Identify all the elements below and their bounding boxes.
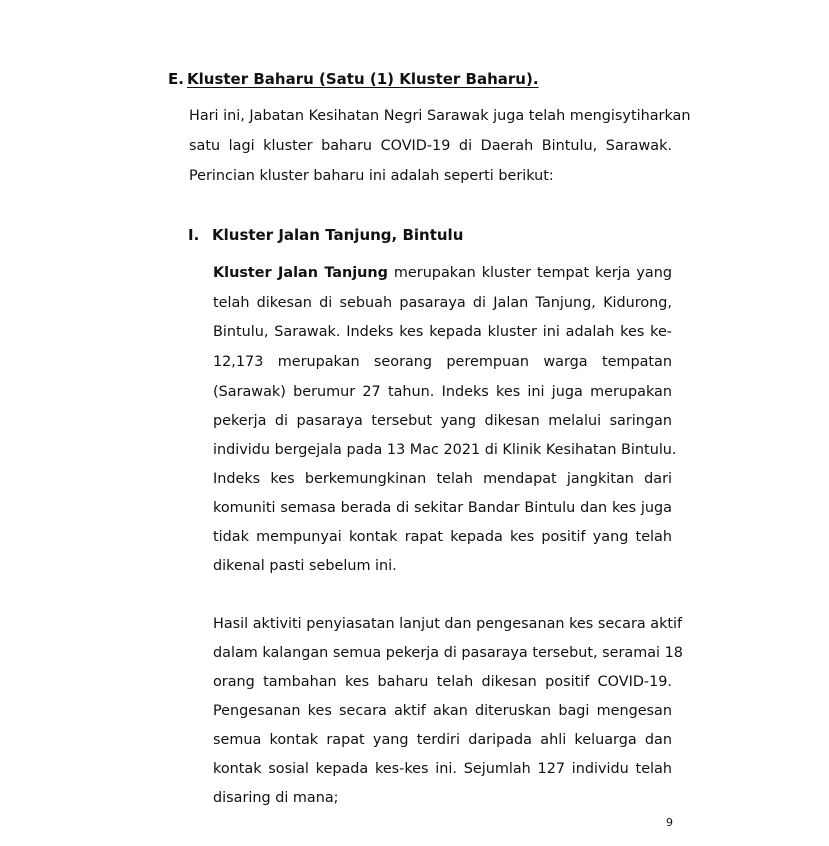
paragraph1-line: 12,173 merupakan seorang perempuan warga tempatan — [213, 354, 672, 370]
paragraph1-line: pekerja di pasaraya tersebut yang dikesan melalui saringan — [213, 413, 672, 429]
paragraph1-line: dikenal pasti sebelum ini. — [213, 558, 397, 574]
subsection-heading — [188, 226, 463, 244]
intro-line: satu lagi kluster baharu COVID-19 di Daerah Bintulu, Sarawak. — [189, 138, 672, 154]
paragraph2-line: kontak sosial kepada kes-kes ini. Sejumlah 127 individu telah — [213, 761, 672, 777]
intro-line: Perincian kluster baharu ini adalah seperti berikut: — [189, 168, 554, 184]
paragraph1-line: (Sarawak) berumur 27 tahun. Indeks kes ini juga merupakan — [213, 384, 672, 400]
first-line-rest: merupakan kluster tempat kerja yang — [387, 265, 672, 281]
paragraph2-line: semua kontak rapat yang terdiri daripada ahli keluarga dan — [213, 732, 672, 748]
subsection-numeral: I. — [188, 226, 200, 244]
paragraph1-first-line — [213, 264, 672, 282]
paragraph1-line: individu bergejala pada 13 Mac 2021 di Klinik Kesihatan Bintulu. — [213, 442, 677, 458]
paragraph1-line: tidak mempunyai kontak rapat kepada kes positif yang telah — [213, 529, 672, 545]
paragraph1-line: Bintulu, Sarawak. Indeks kes kepada kluster ini adalah kes ke- — [213, 324, 672, 340]
subsection-title: Kluster Jalan Tanjung, Bintulu — [212, 226, 464, 244]
paragraph2-line: disaring di mana; — [213, 790, 339, 806]
section-title: Kluster Baharu (Satu (1) Kluster Baharu). — [187, 70, 539, 88]
section-letter: E. — [168, 70, 184, 88]
paragraph2-line: dalam kalangan semua pekerja di pasaraya tersebut, seramai 18 — [213, 645, 683, 661]
section-heading — [168, 70, 539, 88]
paragraph2-line: Hasil aktiviti penyiasatan lanjut dan pengesanan kes secara aktif — [213, 616, 683, 632]
paragraph1-line: Indeks kes berkemungkinan telah mendapat jangkitan dari — [213, 471, 672, 487]
paragraph2-line: orang tambahan kes baharu telah dikesan positif COVID-19. — [213, 674, 672, 690]
paragraph1-line: telah dikesan di sebuah pasaraya di Jalan Tanjung, Kidurong, — [213, 295, 672, 311]
page-number: 9 — [666, 816, 673, 829]
paragraph2-line: Pengesanan kes secara aktif akan diteruskan bagi mengesan — [213, 703, 672, 719]
paragraph1-line: komuniti semasa berada di sekitar Bandar Bintulu dan kes juga — [213, 500, 672, 516]
cluster-name-bold: Kluster Jalan Tanjung — [213, 265, 388, 281]
intro-line: Hari ini, Jabatan Kesihatan Negri Sarawak juga telah mengisytiharkan — [189, 108, 691, 124]
